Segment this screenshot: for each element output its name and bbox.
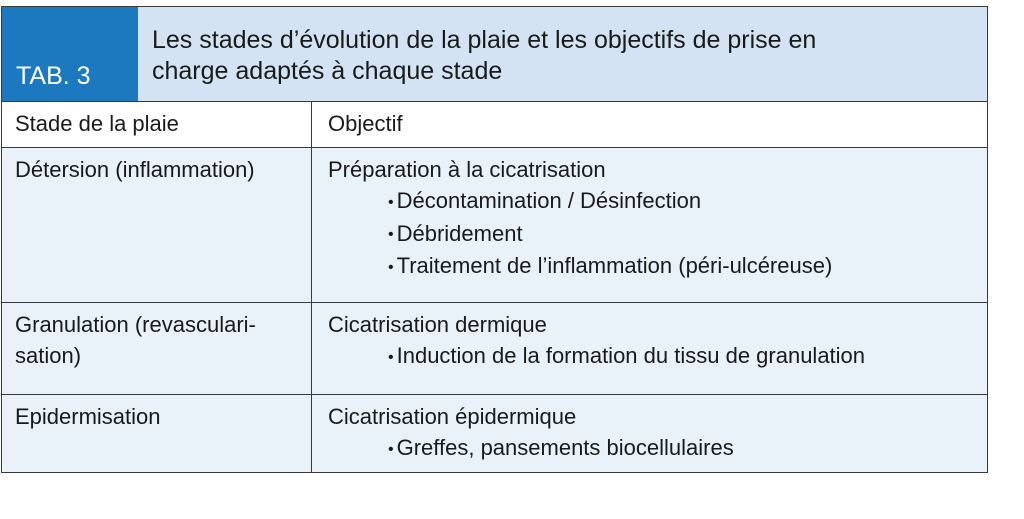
list-item: • Débridement (388, 220, 523, 246)
objective-text: Cicatrisation dermique (328, 312, 547, 337)
stage-text-continued: sation) (15, 343, 82, 368)
wound-stages-table (1, 6, 988, 473)
column-header-objective: Objectif (328, 111, 403, 136)
objective-bullets (328, 185, 977, 283)
stage-cell (2, 303, 312, 394)
objective-bullets (328, 432, 977, 465)
table-header (2, 7, 987, 102)
bullet-icon: • (388, 440, 394, 458)
table-row (2, 148, 987, 303)
stage-text: Granulation (revasculari- (15, 312, 256, 337)
bullet-icon: • (388, 259, 394, 277)
table-row (2, 303, 987, 395)
bullet-icon: • (388, 348, 394, 366)
list-item: • Greffes, pansements biocellulaires (388, 435, 734, 460)
objective-text: Préparation à la cicatrisation (328, 157, 606, 182)
list-item: • Décontamination / Désinfection (388, 188, 702, 213)
objective-bullets (328, 340, 977, 373)
stage-cell (2, 148, 312, 302)
stage-cell (2, 395, 312, 472)
title-line-2: charge adaptés à chaque stade (152, 57, 503, 85)
title-line-1: Les stades d’évolution de la plaie et les objectifs de prise en (152, 26, 817, 54)
column-header-stage: Stade de la plaie (2, 102, 312, 147)
objective-cell (312, 395, 987, 472)
objective-cell (312, 303, 987, 394)
bullet-icon: • (388, 193, 394, 211)
column-header-row (2, 102, 987, 148)
objective-text: Cicatrisation épidermique (328, 404, 577, 429)
list-item: • Induction de la formation du tissu de granulation (388, 343, 866, 368)
list-item: • Traitement de l’inflammation (péri-ulcéreuse) (388, 253, 833, 279)
table-row (2, 395, 987, 472)
stage-text: Epidermisation (15, 404, 161, 429)
table-title (138, 7, 987, 101)
objective-cell (312, 148, 987, 302)
bullet-icon: • (388, 226, 394, 244)
stage-text: Détersion (inflammation) (15, 157, 255, 182)
tab-label: TAB. 3 (2, 7, 138, 101)
